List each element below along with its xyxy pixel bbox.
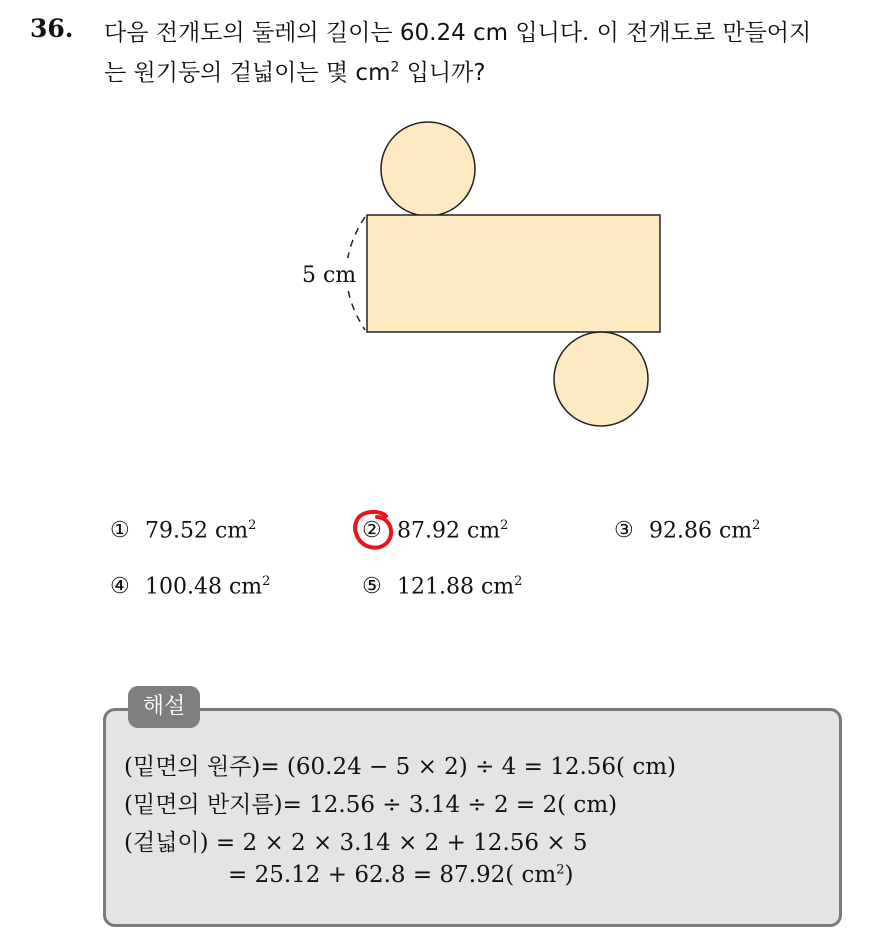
choice-3-sup: 2 — [752, 518, 761, 533]
choice-3-mark: ③ — [614, 518, 634, 544]
top-base-circle — [381, 122, 475, 216]
cylinder-net-figure — [280, 118, 680, 430]
question-text-end: 입니까? — [399, 60, 486, 86]
choice-2-value: 87.92 cm — [397, 518, 501, 544]
choice-2-mark: ② — [362, 518, 382, 544]
question-number: 36. — [30, 14, 74, 43]
question-text-line1: 다음 전개도의 둘레의 길이는 60.24 cm 입니다. 이 전개도로 만들어지 — [104, 20, 812, 46]
choice-1-mark: ① — [110, 518, 130, 544]
solution-line-4-sup: 2 — [556, 862, 565, 878]
choice-5-sup: 2 — [514, 574, 523, 589]
choice-1[interactable] — [110, 518, 256, 543]
choice-4-value: 100.48 cm — [145, 574, 263, 600]
solution-line-3: (겉넓이) = 2 × 2 × 3.14 × 2 + 12.56 × 5 — [124, 830, 588, 856]
answer-circle-mark — [350, 508, 400, 552]
height-label: 5 cm — [302, 263, 357, 288]
question-text-superscript: 2 — [390, 59, 400, 76]
choice-2-sup: 2 — [500, 518, 509, 533]
solution-line-4 — [228, 862, 574, 888]
choice-3-value: 92.86 cm — [649, 518, 753, 544]
choice-3[interactable] — [614, 518, 760, 543]
solution-line-4-end: ) — [564, 862, 574, 888]
choice-5-value: 121.88 cm — [397, 574, 515, 600]
choice-1-value: 79.52 cm — [145, 518, 249, 544]
solution-line-1: (밑면의 원주)= (60.24 − 5 × 2) ÷ 4 = 12.56( cm) — [124, 754, 676, 780]
solution-tab: 해설 — [128, 686, 200, 728]
choice-4-mark: ④ — [110, 574, 130, 600]
choice-4[interactable] — [110, 574, 270, 599]
bottom-base-circle — [554, 332, 648, 426]
choice-5-mark: ⑤ — [362, 574, 382, 600]
choice-1-sup: 2 — [248, 518, 257, 533]
lateral-rectangle — [367, 215, 660, 332]
solution-line-2: (밑면의 반지름)= 12.56 ÷ 3.14 ÷ 2 = 2( cm) — [124, 792, 618, 818]
choice-4-sup: 2 — [262, 574, 271, 589]
choice-5[interactable] — [362, 574, 522, 599]
solution-line-4-main: = 25.12 + 62.8 = 87.92( cm — [228, 862, 557, 888]
question-text-line2 — [104, 54, 486, 87]
question-text-main: 는 원기둥의 겉넓이는 몇 cm — [104, 60, 391, 86]
